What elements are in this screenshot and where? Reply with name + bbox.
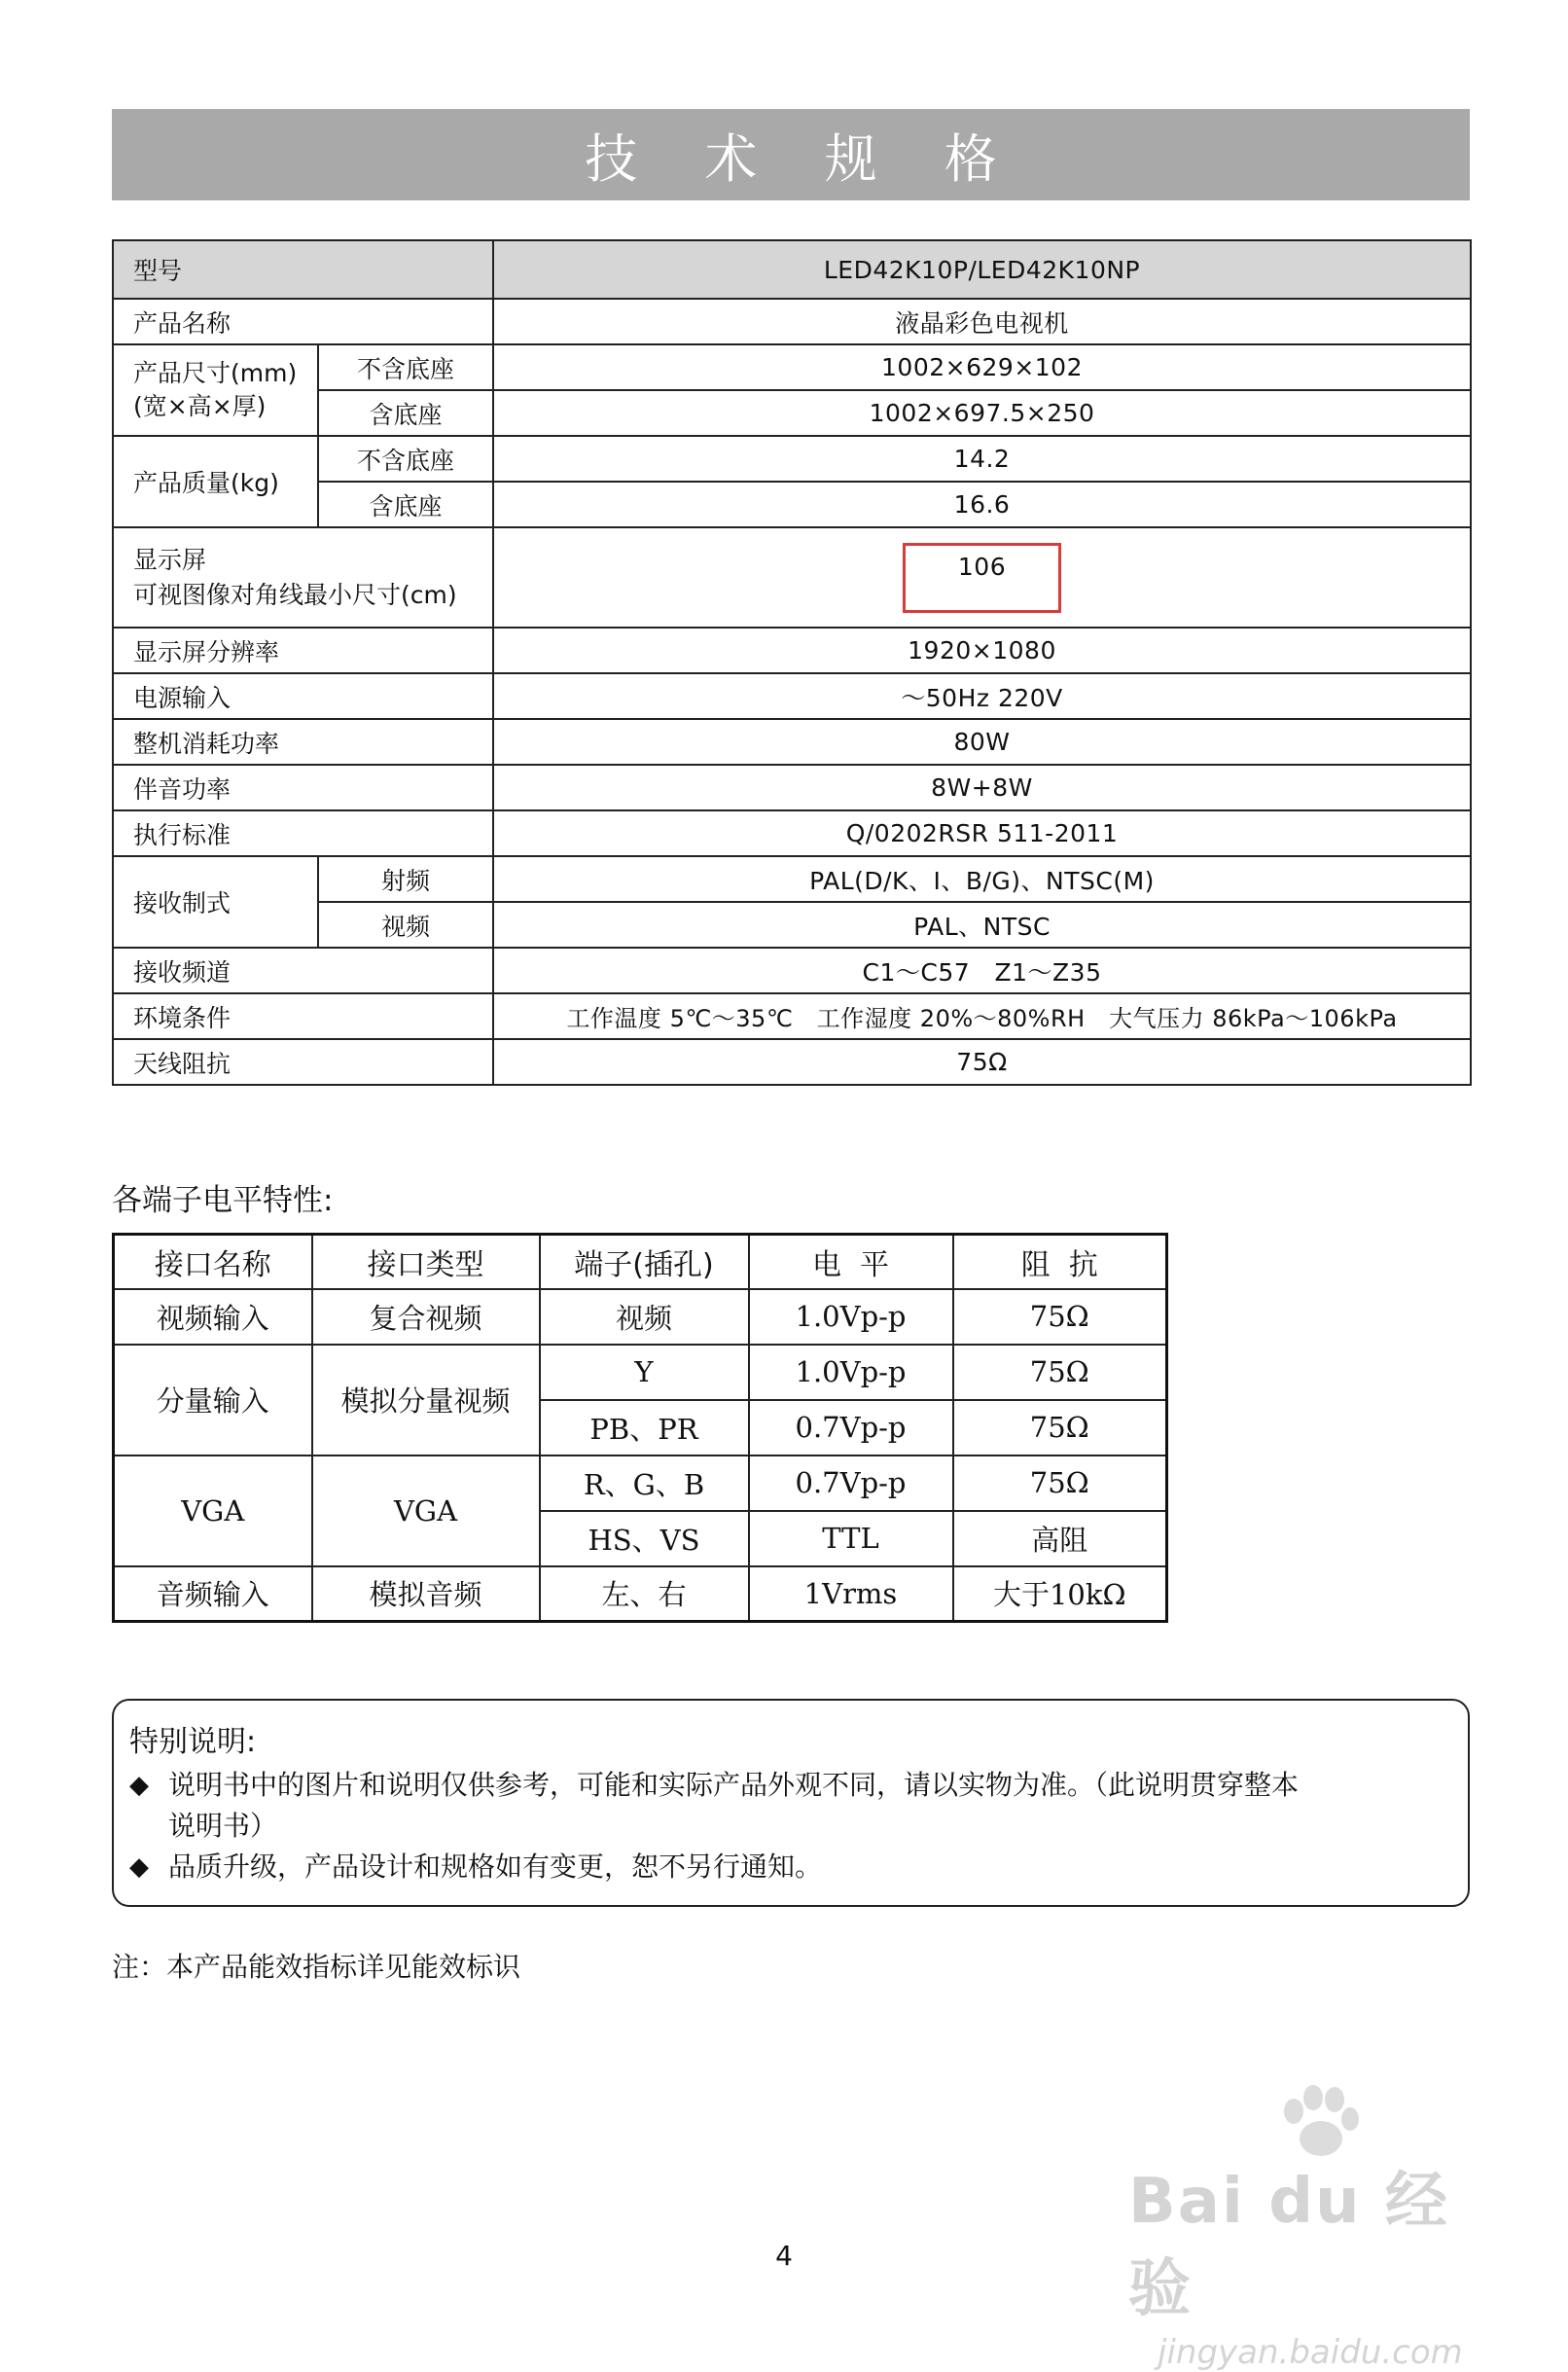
note-text-line1: 说明书中的图片和说明仅供参考，可能和实际产品外观不同，请以实物为准。（此说明贯穿整本	[168, 1769, 1300, 1801]
ports-cell: 音频输入	[114, 1566, 312, 1622]
ports-cell: VGA	[312, 1456, 540, 1566]
spec-sublabel-video: 视频	[318, 902, 493, 948]
ports-header-level: 电 平	[749, 1235, 953, 1289]
spec-row-audio-power	[113, 765, 1471, 810]
ports-cell: 视频输入	[114, 1289, 312, 1345]
ports-table	[112, 1233, 1168, 1623]
ports-cell: 1.0Vp-p	[749, 1345, 953, 1400]
ports-cell: 大于10kΩ	[953, 1566, 1167, 1622]
spec-value-rf: PAL(D/K、I、B/G)、NTSC(M)	[493, 856, 1471, 902]
note-text	[168, 1765, 1299, 1847]
spec-label-screen	[113, 527, 493, 628]
ports-row-video-in	[114, 1289, 1167, 1345]
spec-row-channel	[113, 948, 1471, 993]
ports-cell: 75Ω	[953, 1456, 1167, 1511]
ports-cell: HS、VS	[540, 1511, 749, 1566]
spec-value-screen	[493, 527, 1471, 628]
ports-header-row	[114, 1235, 1167, 1289]
spec-row-screen	[113, 527, 1471, 628]
spec-label-size-line2: (宽×高×厚)	[133, 392, 267, 420]
spec-label-environment: 环境条件	[113, 993, 493, 1039]
ports-cell: 0.7Vp-p	[749, 1400, 953, 1456]
ports-row-vga-rgb	[114, 1456, 1167, 1511]
ports-cell: 1Vrms	[749, 1566, 953, 1622]
note-text: 品质升级，产品设计和规格如有变更，恕不另行通知。	[168, 1851, 823, 1883]
spec-row-power-input	[113, 673, 1471, 719]
note-item	[129, 1847, 1448, 1887]
diamond-bullet-icon: ◆	[129, 1771, 149, 1800]
page-number: 4	[775, 2240, 793, 2272]
spec-label-product-name: 产品名称	[113, 299, 493, 344]
spec-row-power-consumption	[113, 719, 1471, 765]
spec-label-antenna: 天线阻抗	[113, 1039, 493, 1085]
ports-cell: 模拟分量视频	[312, 1345, 540, 1456]
ports-cell: TTL	[749, 1511, 953, 1566]
spec-label-audio-power: 伴音功率	[113, 765, 493, 810]
ports-cell: R、G、B	[540, 1456, 749, 1511]
watermark-url: jingyan.baidu.com	[1158, 2333, 1463, 2372]
ports-header-impedance: 阻 抗	[953, 1235, 1167, 1289]
spec-value-weight-with-base: 16.6	[493, 482, 1471, 527]
footnote: 注：本产品能效指标详见能效标识	[112, 1951, 521, 1983]
spec-label-size-line1: 产品尺寸(mm)	[133, 359, 298, 387]
note-item	[129, 1765, 1448, 1847]
spec-value-product-name: 液晶彩色电视机	[493, 299, 1471, 344]
ports-cell: PB、PR	[540, 1400, 749, 1456]
page-title: 技 术 规 格	[112, 109, 1470, 200]
spec-row-rf	[113, 856, 1471, 902]
spec-value-resolution: 1920×1080	[493, 628, 1471, 673]
ports-cell: Y	[540, 1345, 749, 1400]
spec-label-power-input: 电源输入	[113, 673, 493, 719]
spec-row-size-without-base	[113, 344, 1471, 390]
spec-sublabel-without-base: 不含底座	[318, 344, 493, 390]
special-notes-box	[112, 1699, 1470, 1907]
spec-value-channel: C1～C57 Z1～Z35	[493, 948, 1471, 993]
spec-label-screen-line1: 显示屏	[133, 545, 207, 574]
spec-value-antenna: 75Ω	[493, 1039, 1471, 1085]
spec-label-screen-line2: 可视图像对角线最小尺寸(cm)	[133, 580, 457, 609]
spec-label-weight: 产品质量(kg)	[113, 436, 318, 527]
watermark-logo: Bai du 经验	[1128, 2166, 1449, 2325]
spec-row-product-name	[113, 299, 1471, 344]
ports-header-terminal: 端子(插孔)	[540, 1235, 749, 1289]
spec-value-size-without-base: 1002×629×102	[493, 344, 1471, 390]
ports-cell: 0.7Vp-p	[749, 1456, 953, 1511]
spec-row-weight-without-base	[113, 436, 1471, 482]
spec-value-standard: Q/0202RSR 511-2011	[493, 810, 1471, 856]
spec-label-power-consumption: 整机消耗功率	[113, 719, 493, 765]
ports-cell: 分量输入	[114, 1345, 312, 1456]
spec-value-power-consumption: 80W	[493, 719, 1471, 765]
ports-cell: 高阻	[953, 1511, 1167, 1566]
spec-row-standard	[113, 810, 1471, 856]
paw-icon	[1274, 2084, 1362, 2162]
spec-label-size	[113, 344, 318, 436]
spec-value-weight-without-base: 14.2	[493, 436, 1471, 482]
spec-row-antenna	[113, 1039, 1471, 1085]
ports-section-title: 各端子电平特性:	[112, 1183, 334, 1218]
spec-label-model: 型号	[113, 240, 493, 299]
spec-value-power-input: ～50Hz 220V	[493, 673, 1471, 719]
ports-cell: 视频	[540, 1289, 749, 1345]
spec-value-environment: 工作温度 5℃～35℃ 工作湿度 20%～80%RH 大气压力 86kPa～106kPa	[493, 993, 1471, 1039]
note-text-line2: 说明书）	[168, 1810, 278, 1842]
ports-row-audio-in	[114, 1566, 1167, 1622]
spec-sublabel-weight-without-base: 不含底座	[318, 436, 493, 482]
spec-value-size-with-base: 1002×697.5×250	[493, 390, 1471, 436]
ports-cell: 75Ω	[953, 1400, 1167, 1456]
ports-cell: VGA	[114, 1456, 312, 1566]
spec-value-audio-power: 8W+8W	[493, 765, 1471, 810]
notes-title: 特别说明:	[129, 1725, 257, 1759]
spec-sublabel-with-base: 含底座	[318, 390, 493, 436]
spec-label-receive-system: 接收制式	[113, 856, 318, 948]
highlight-box: 106	[903, 543, 1061, 613]
spec-sublabel-weight-with-base: 含底座	[318, 482, 493, 527]
spec-row-environment	[113, 993, 1471, 1039]
spec-value-video: PAL、NTSC	[493, 902, 1471, 948]
spec-table	[112, 239, 1472, 1086]
spec-label-channel: 接收频道	[113, 948, 493, 993]
ports-cell: 复合视频	[312, 1289, 540, 1345]
spec-sublabel-rf: 射频	[318, 856, 493, 902]
ports-cell: 1.0Vp-p	[749, 1289, 953, 1345]
ports-header-name: 接口名称	[114, 1235, 312, 1289]
spec-label-standard: 执行标准	[113, 810, 493, 856]
diamond-bullet-icon: ◆	[129, 1852, 149, 1882]
spec-row-resolution	[113, 628, 1471, 673]
ports-header-type: 接口类型	[312, 1235, 540, 1289]
spec-label-resolution: 显示屏分辨率	[113, 628, 493, 673]
spec-value-model: LED42K10P/LED42K10NP	[493, 240, 1471, 299]
ports-cell: 75Ω	[953, 1289, 1167, 1345]
ports-cell: 75Ω	[953, 1345, 1167, 1400]
ports-row-component-y	[114, 1345, 1167, 1400]
spec-row-model	[113, 240, 1471, 299]
ports-cell: 左、右	[540, 1566, 749, 1622]
ports-cell: 模拟音频	[312, 1566, 540, 1622]
